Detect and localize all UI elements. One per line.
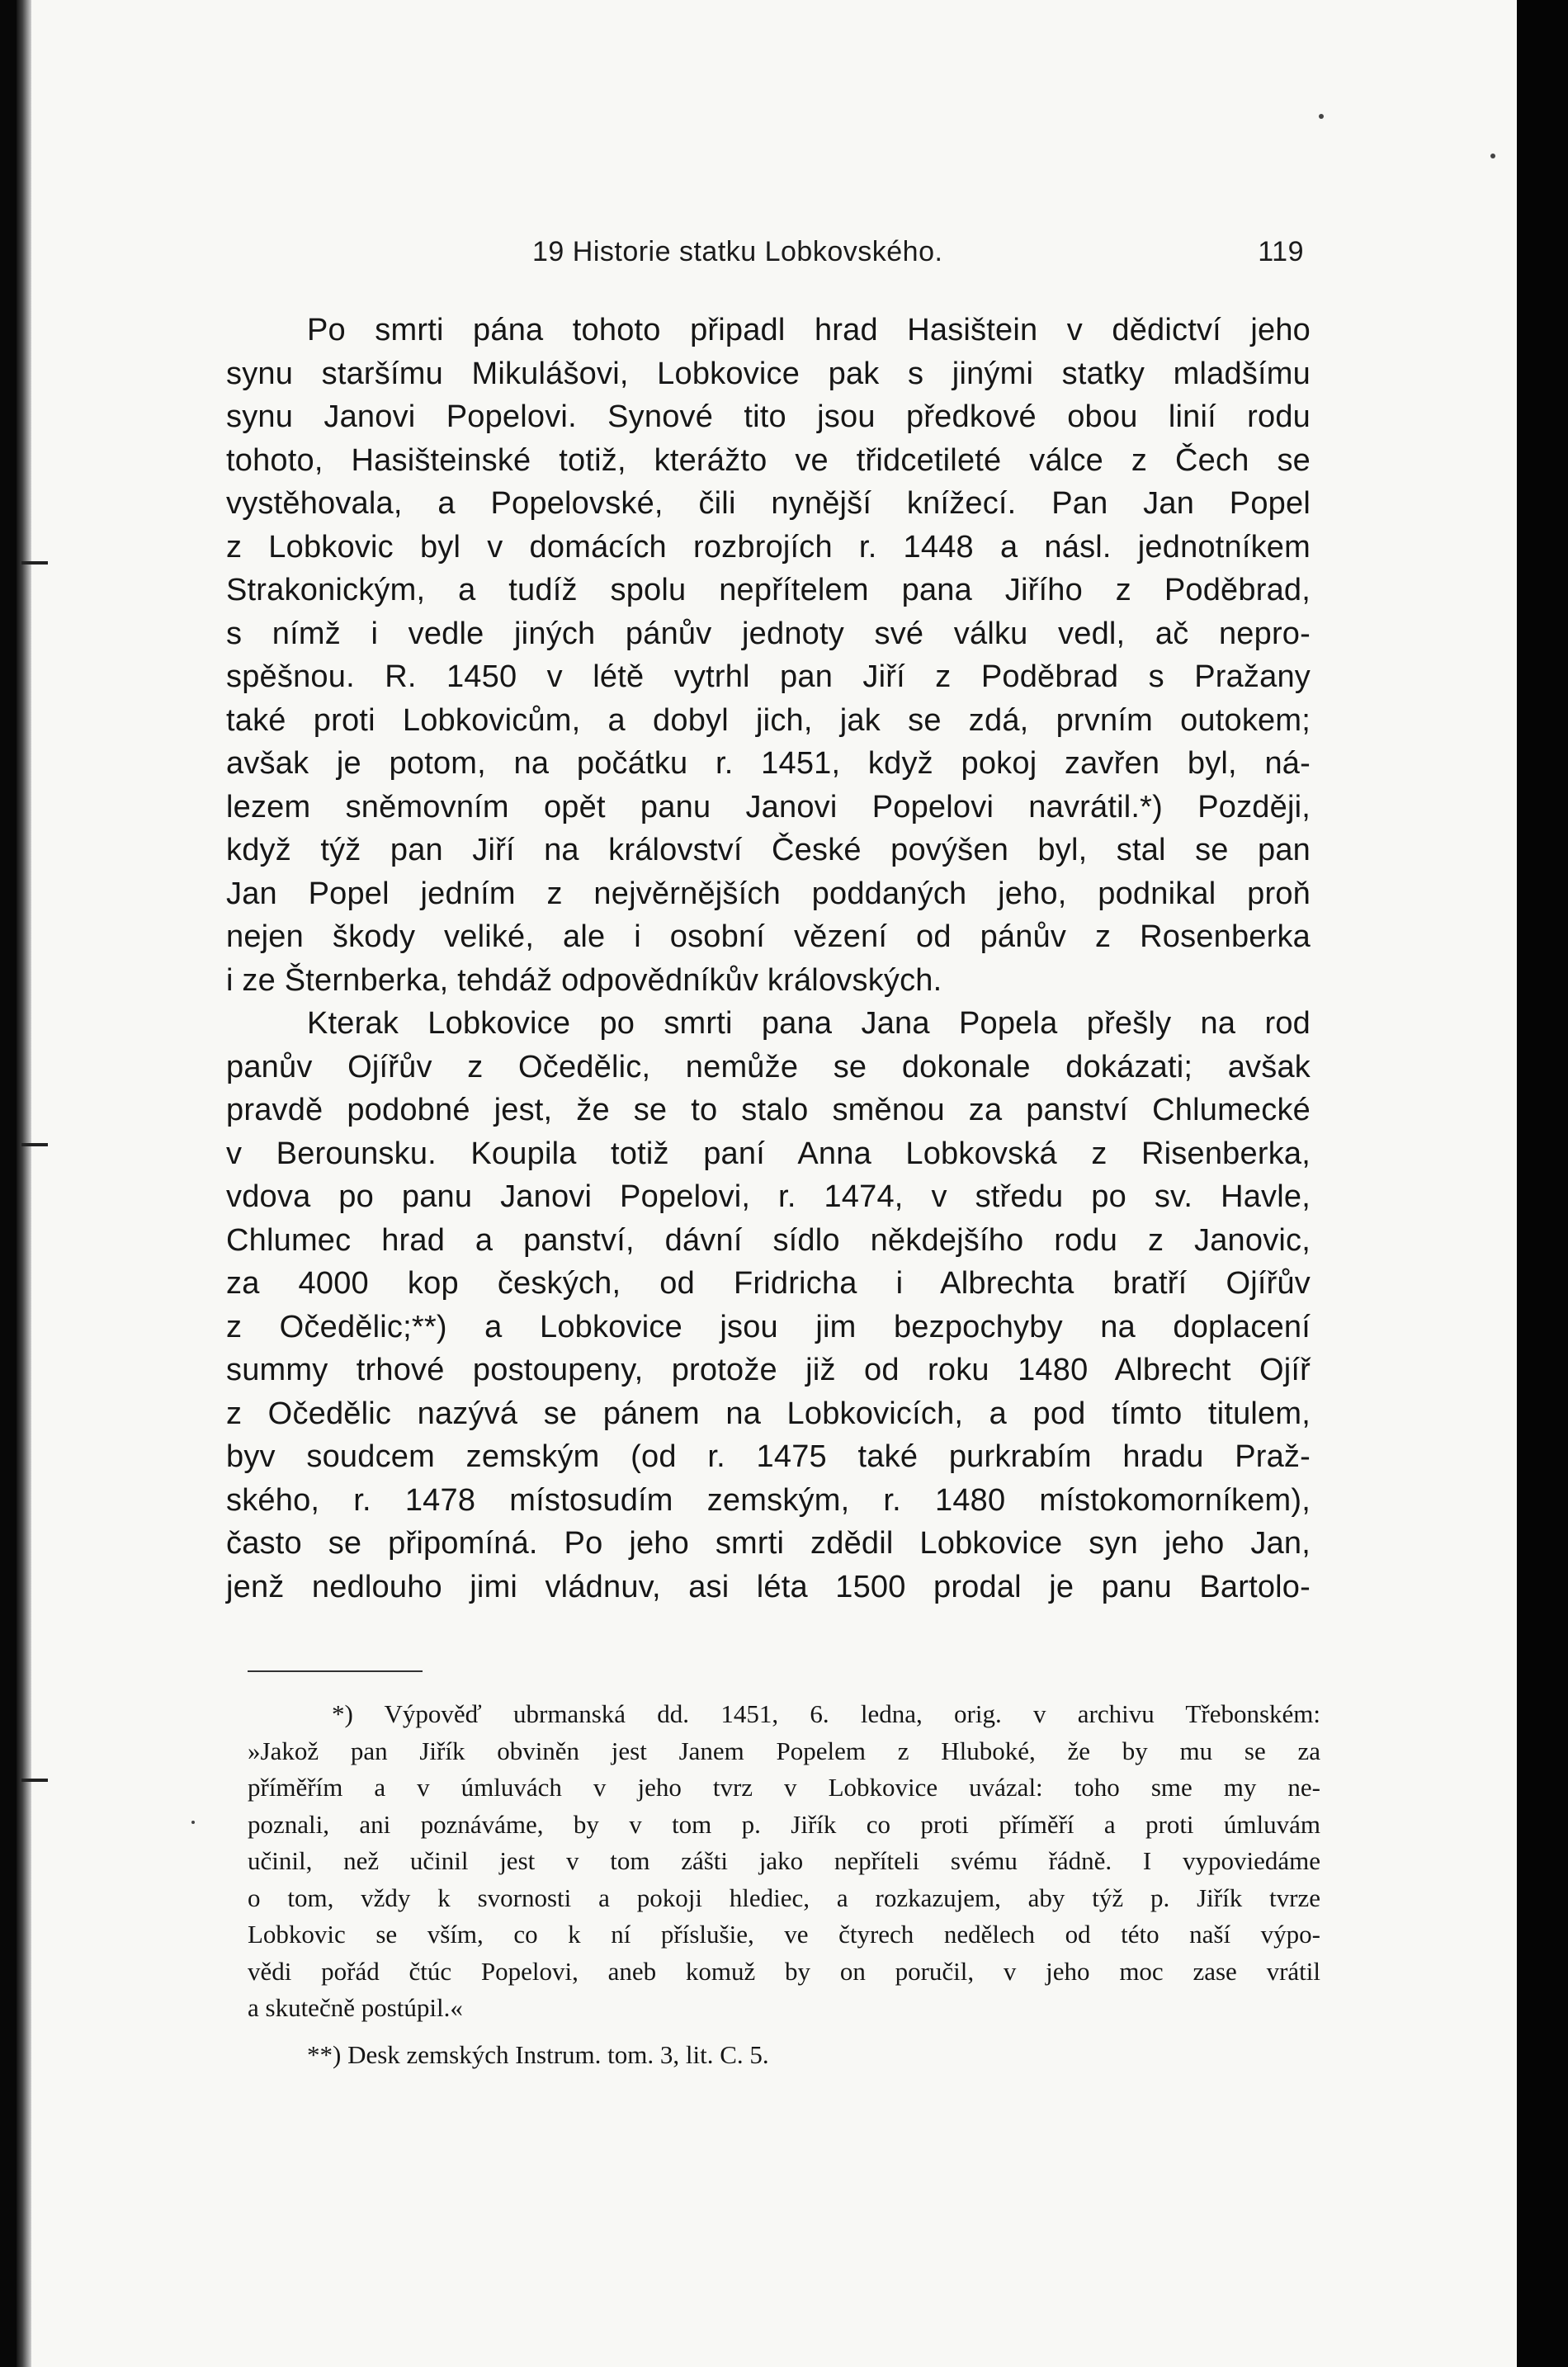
footnote-line: o tom, vždy k svornosti a pokoji hlediec, a rozkazujem, aby týž p. Jiřík tvrze [248,1883,1320,1912]
text-line: jenž nedlouho jimi vládnuv, asi léta 1500 prodal je panu Bartolo- [226,1569,1311,1604]
footnote-1 [248,1696,1320,2027]
running-title: 19 Historie statku Lobkovského. [532,236,943,267]
footnote-line: Lobkovic se vším, co k ní příslušie, ve čtyrech nedělech od této naší výpo- [248,1920,1320,1949]
text-line: nejen škody veliké, ale i osobní vězení od pánův z Rosenberka [226,919,1311,954]
text-line: z Očedělic;**) a Lobkovice jsou jim bezpochyby na doplacení [226,1309,1311,1344]
text-line: synu Janovi Popelovi. Synové tito jsou předkové obou linií rodu [226,399,1311,434]
text-line: vystěhovala, a Popelovské, čili nynější knížecí. Pan Jan Popel [226,486,1311,521]
paragraph-1 [226,309,1311,1002]
text-line: byv soudcem zemským (od r. 1475 také purkrabím hradu Praž- [226,1439,1311,1474]
footnote-2: **) Desk zemských Instrum. tom. 3, lit. C. 5. [307,2040,769,2069]
binding-edge [17,0,31,2367]
footnote-line: příměřím a v úmluvách v jeho tvrz v Lobkovice uvázal: toho sme my ne- [248,1773,1320,1802]
body-text [226,309,1311,1609]
text-line: často se připomíná. Po jeho smrti zdědil Lobkovice syn jeho Jan, [226,1526,1311,1561]
text-line: Jan Popel jedním z nejvěrnějších poddaných jeho, podnikal proň [226,876,1311,911]
text-line: když týž pan Jiří na království České povýšen byl, stal se pan [226,833,1311,867]
scan-speck [1490,154,1495,158]
text-line: s nímž i vedle jiných pánův jednoty své válku vedl, ač nepro- [226,616,1311,651]
text-line: z Očedělic nazývá se pánem na Lobkovicích, a pod tímto titulem, [226,1396,1311,1431]
text-line: ského, r. 1478 místosudím zemským, r. 1480 místokomorníkem), [226,1482,1311,1518]
scan-speck [191,1821,195,1824]
footnote-rule [248,1670,423,1672]
edge-mark [21,1143,48,1146]
footnote-line: poznali, ani poznáváme, by v tom p. Jiřík co proti příměří a proti úmluvám [248,1809,1320,1839]
scan-speck [1319,114,1324,119]
text-line: tohoto, Hasišteinské totiž, kterážto ve třidcetileté válce z Čech se [226,442,1311,478]
footnote-line: vědi pořád čtúc Popelovi, aneb komuž by on poručil, v jeho moc zase vrátil [248,1956,1320,1986]
footnote-line: *) Výpověď ubrmanská dd. 1451, 6. ledna, orig. v archivu Třebonském: [332,1699,1320,1728]
running-head [231,236,1304,286]
footnote-line: učinil, než učinil jest v tom zášti jako nepříteli svému řádně. I vypoviedáme [248,1846,1320,1875]
text-line: Po smrti pána tohoto připadl hrad Hasištein v dědictví jeho [307,313,1311,347]
text-line: za 4000 kop českých, od Fridricha i Albrechta bratří Ojířův [226,1266,1311,1301]
text-line: avšak je potom, na počátku r. 1451, když pokoj zavřen byl, ná- [226,746,1311,781]
text-line: Kterak Lobkovice po smrti pana Jana Popela přešly na rod [307,1006,1311,1041]
text-line: spěšnou. R. 1450 v létě vytrhl pan Jiří z Poděbrad s Pražany [226,659,1311,694]
text-line: i ze Šternberka, tehdáž odpovědníkův královských. [226,962,942,998]
text-line: v Berounsku. Koupila totiž paní Anna Lobkovská z Risenberka, [226,1136,1311,1171]
text-line: Strakonickým, a tudíž spolu nepřítelem pana Jiřího z Poděbrad, [226,573,1311,607]
text-line: z Lobkovic byl v domácích rozbrojích r. 1448 a násl. jednotníkem [226,529,1311,565]
edge-mark [21,1779,48,1782]
text-line: panův Ojířův z Očedělic, nemůže se dokonale dokázati; avšak [226,1049,1311,1084]
text-line: Chlumec hrad a panství, dávní sídlo někdejšího rodu z Janovic, [226,1222,1311,1258]
page-number: 119 [1258,236,1304,267]
footnote-line: »Jakož pan Jiřík obviněn jest Janem Popelem z Hluboké, že by mu se za [248,1736,1320,1765]
text-line: synu staršímu Mikulášovi, Lobkovice pak s jinými statky mladšímu [226,356,1311,391]
paragraph-2 [226,1002,1311,1609]
footnote-line: a skutečně postúpil.« [248,1993,463,2022]
text-line: lezem sněmovním opět panu Janovi Popelovi navrátil.*) Později, [226,789,1311,824]
text-line: vdova po panu Janovi Popelovi, r. 1474, v středu po sv. Havle, [226,1179,1311,1214]
text-line: pravdě podobné jest, že se to stalo směnou za panství Chlumecké [226,1093,1311,1127]
edge-mark [21,561,48,565]
scan-border [1517,0,1568,2367]
text-line: také proti Lobkovicům, a dobyl jich, jak se zdá, prvním outokem; [226,702,1311,738]
text-line: summy trhové postoupeny, protože již od roku 1480 Albrecht Ojíř [226,1353,1311,1387]
